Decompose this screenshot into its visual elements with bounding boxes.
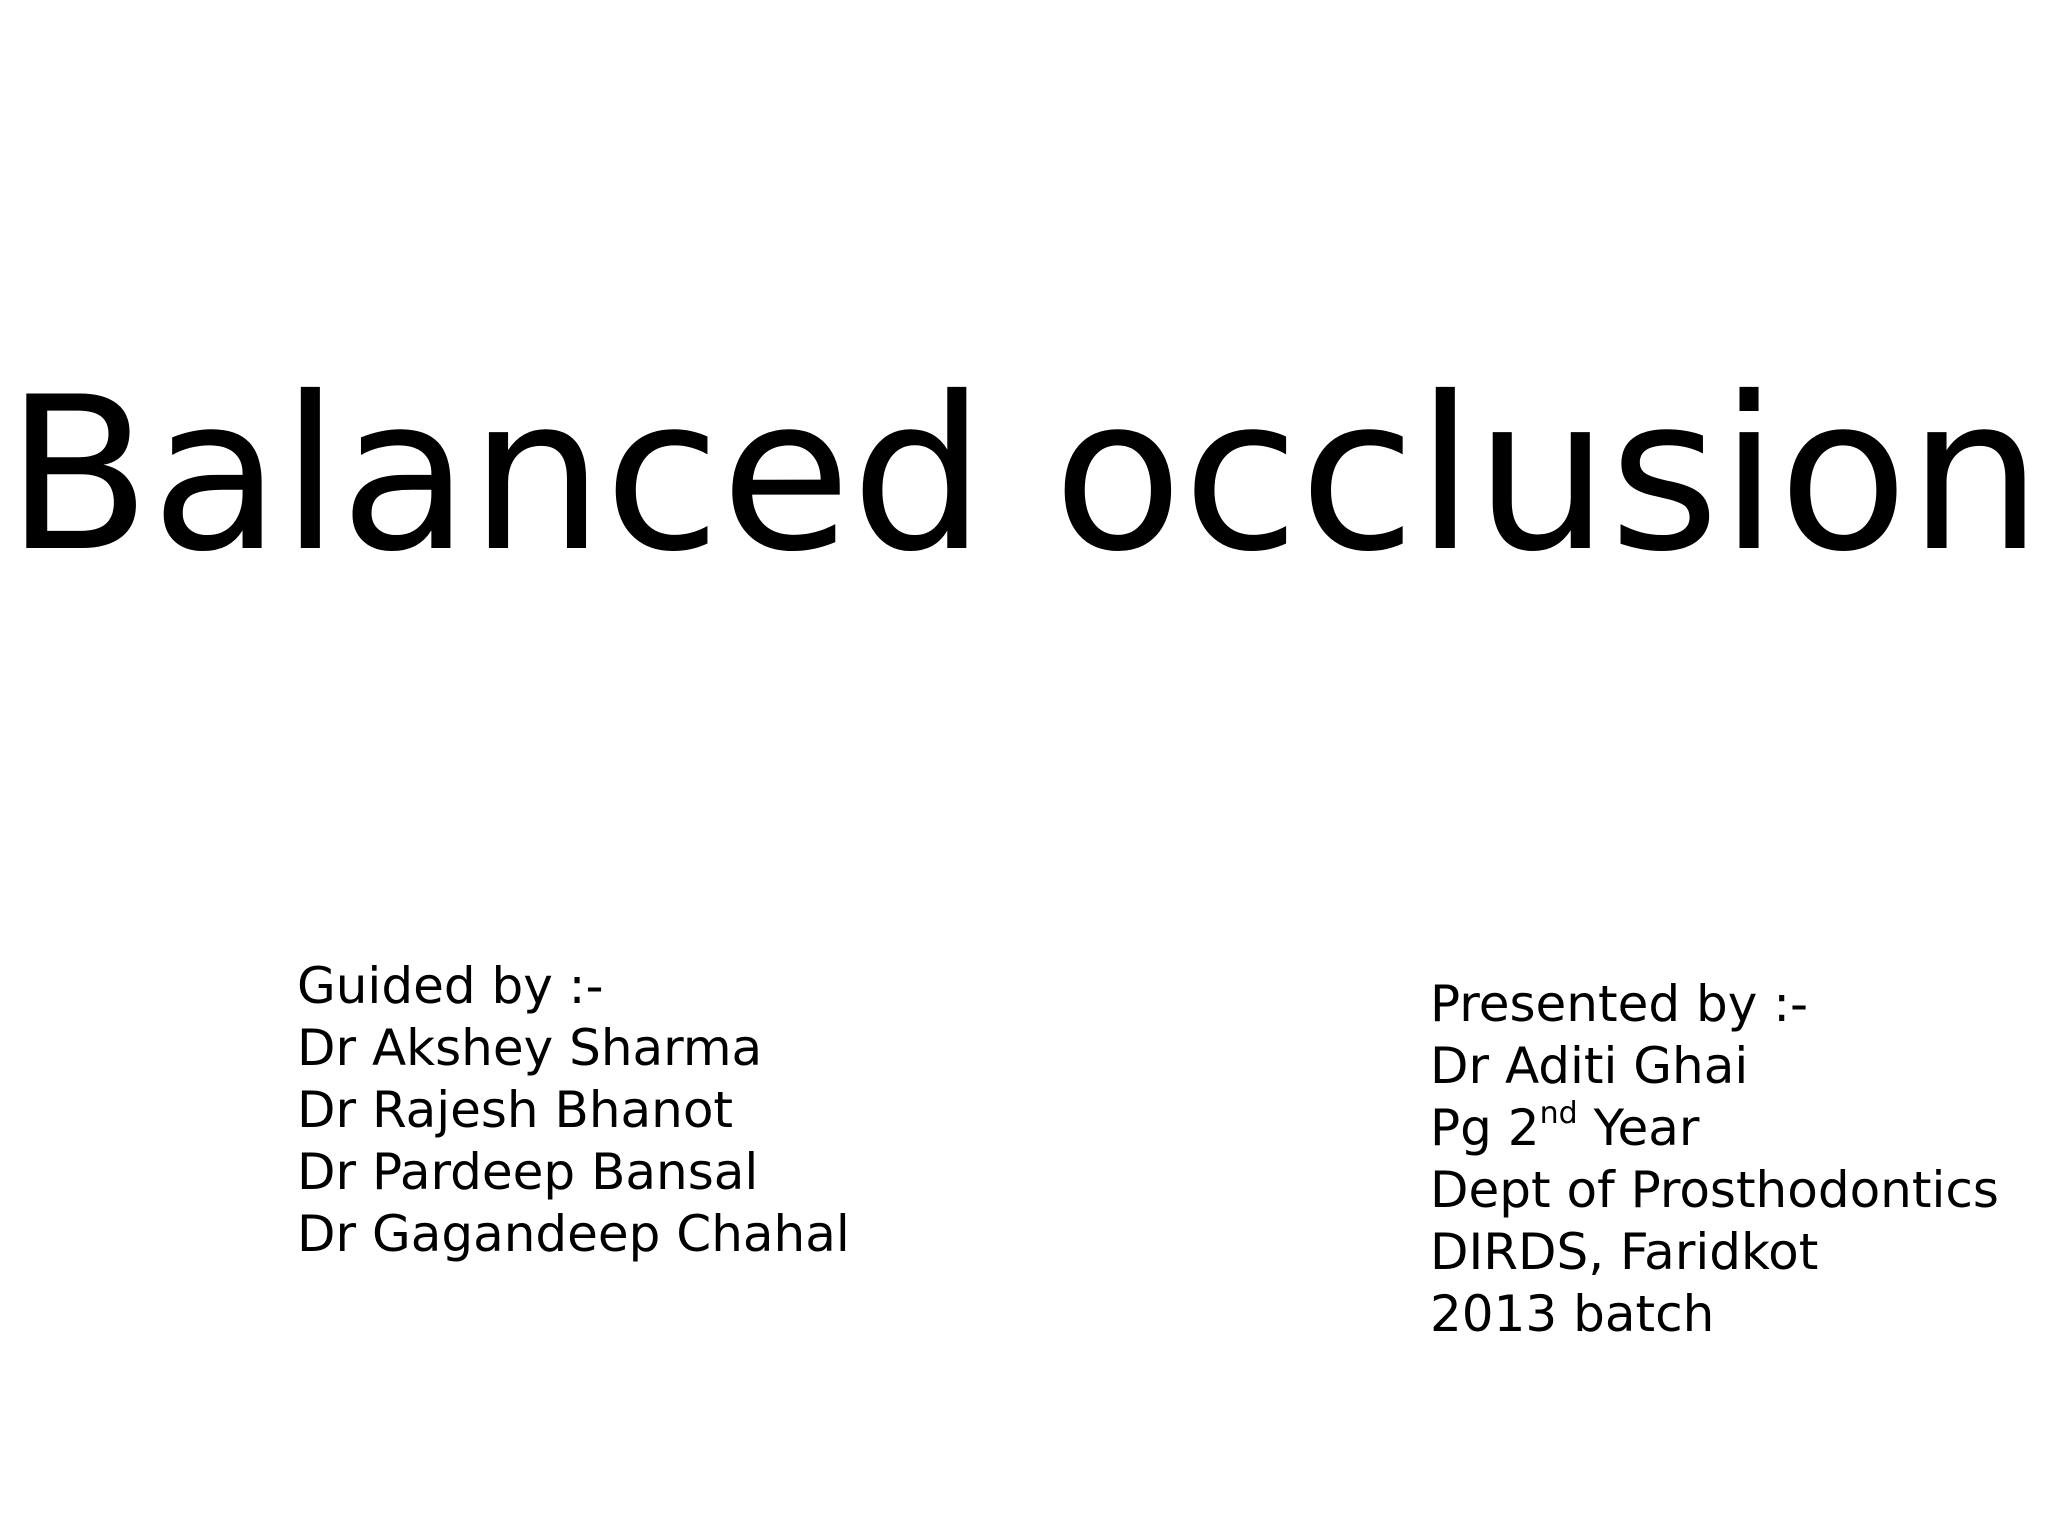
slide-title: Balanced occlusion — [5, 351, 2043, 598]
guide-name: Dr Akshey Sharma — [297, 1019, 763, 1077]
guided-by-heading: Guided by :- — [297, 957, 604, 1015]
presenter-batch: 2013 batch — [1430, 1285, 1715, 1343]
guide-name: Dr Gagandeep Chahal — [297, 1205, 850, 1263]
guide-name: Dr Rajesh Bhanot — [297, 1081, 734, 1139]
presenter-department: Dept of Prosthodontics — [1430, 1161, 1999, 1219]
presenter-institution: DIRDS, Faridkot — [1430, 1223, 1819, 1281]
guided-by-block — [297, 955, 850, 1265]
presenter-year-prefix: Pg 2 — [1430, 1099, 1540, 1157]
presenter-year-ordinal: nd — [1539, 1096, 1578, 1132]
presenter-year-suffix: Year — [1577, 1099, 1700, 1157]
presented-by-heading: Presented by :- — [1430, 975, 1809, 1033]
guide-name: Dr Pardeep Bansal — [297, 1143, 759, 1201]
presented-by-block — [1430, 973, 1999, 1345]
presenter-year — [1430, 1097, 1999, 1159]
presenter-name: Dr Aditi Ghai — [1430, 1037, 1749, 1095]
